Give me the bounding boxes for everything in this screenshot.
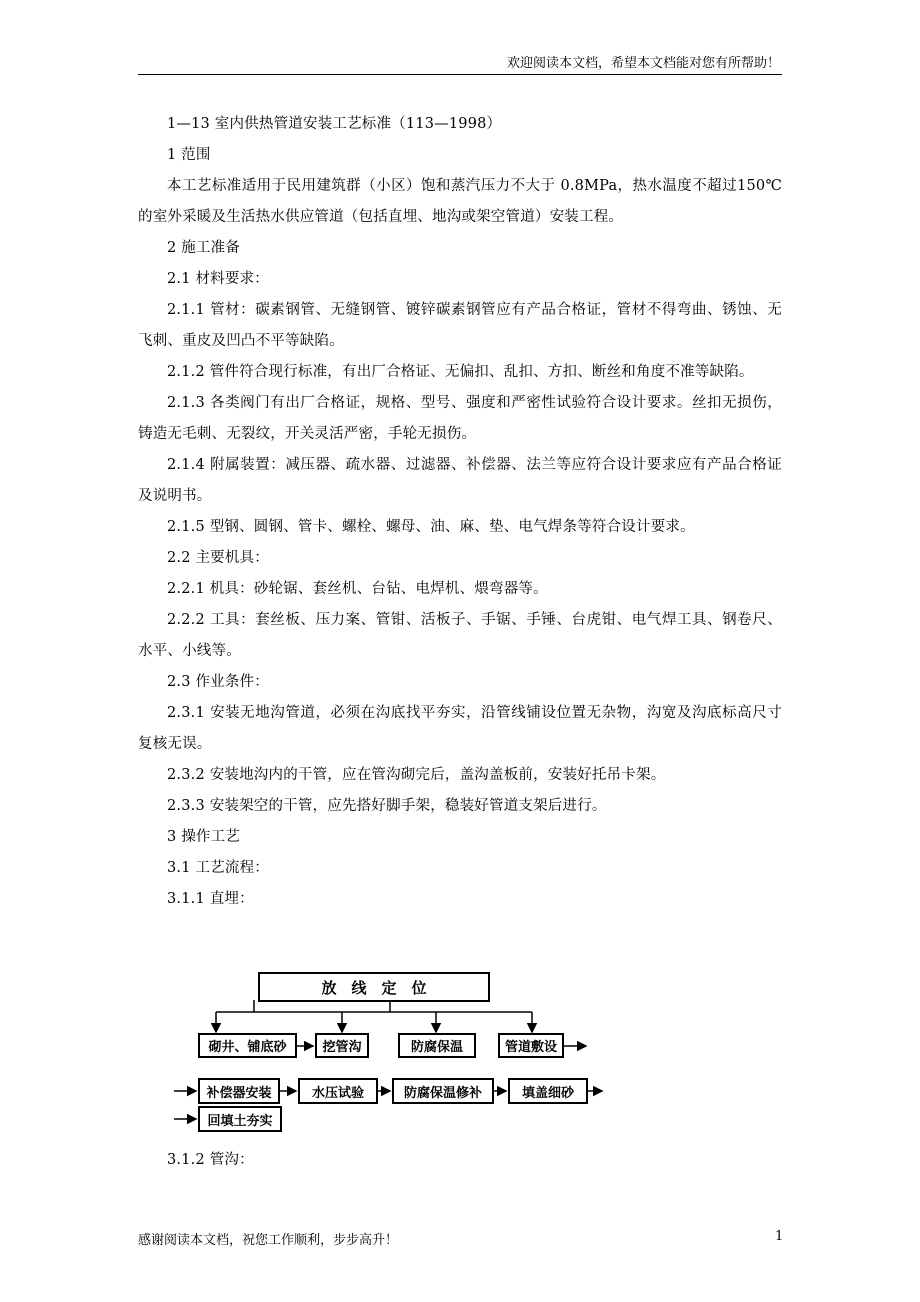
heading-operation: 3 操作工艺 xyxy=(167,829,241,845)
paragraph: 2.1.1 管材：碳素钢管、无缝钢管、镀锌碳素钢管应有产品合格证，管材不得弯曲、锈蚀、无飞刺、重皮及凹凸不平等缺陷。 xyxy=(138,302,782,349)
paragraph: 2.3 作业条件： xyxy=(167,674,269,690)
document-body-continued xyxy=(138,1145,782,1176)
paragraph: 2.1 材料要求： xyxy=(167,271,269,287)
page-number: 1 xyxy=(775,1229,784,1244)
flow-step-build-well: 砌井、铺底砂 xyxy=(198,1033,297,1058)
paragraph: 2.1.5 型钢、圆钢、管卡、螺栓、螺母、油、麻、垫、电气焊条等符合设计要求。 xyxy=(167,519,695,535)
paragraph: 2.2.1 机具：砂轮锯、套丝机、台钻、电焊机、煨弯器等。 xyxy=(167,581,548,597)
paragraph: 3.1.2 管沟： xyxy=(167,1152,254,1168)
paragraph: 2.3.3 安装架空的干管，应先搭好脚手架，稳装好管道支架后进行。 xyxy=(167,798,607,814)
paragraph: 2.3.1 安装无地沟管道，必须在沟底找平夯实，沿管线铺设位置无杂物，沟宽及沟底标高尺寸复核无误。 xyxy=(138,705,782,752)
page-footer: 感谢阅读本文档，祝您工作顺利，步步高升！ xyxy=(138,1233,399,1248)
paragraph: 2.2.2 工具：套丝板、压力案、管钳、活板子、手锯、手锤、台虎钳、电气焊工具、钢卷尺、水平、小线等。 xyxy=(138,612,782,659)
flow-step-setting-out: 放 线 定 位 xyxy=(258,972,490,1002)
paragraph: 3.1 工艺流程： xyxy=(167,860,269,876)
flow-step-anticorrosion: 防腐保温 xyxy=(398,1033,476,1058)
paragraph: 2.2 主要机具： xyxy=(167,550,269,566)
header-rule xyxy=(138,74,782,75)
paragraph: 2.1.2 管件符合现行标准，有出厂合格证、无偏扣、乱扣、方扣、断丝和角度不准等缺陷。 xyxy=(167,364,754,380)
paragraph: 2.3.2 安装地沟内的干管，应在管沟砌完后，盖沟盖板前，安装好托吊卡架。 xyxy=(167,767,666,783)
heading-preparation: 2 施工准备 xyxy=(167,240,241,256)
flow-step-dig-trench: 挖管沟 xyxy=(315,1033,369,1058)
heading-scope: 1 范围 xyxy=(167,147,211,163)
flow-step-compensator: 补偿器安装 xyxy=(198,1078,280,1104)
paragraph: 本工艺标准适用于民用建筑群（小区）饱和蒸汽压力不大于 0.8MPa，热水温度不超过150℃的室外采暖及生活热水供应管道（包括直埋、地沟或架空管道）安装工程。 xyxy=(138,178,782,225)
flow-step-lay-pipe: 管道敷设 xyxy=(498,1033,564,1058)
flow-step-fill-sand: 填盖细砂 xyxy=(508,1078,588,1104)
paragraph: 2.1.4 附属装置：减压器、疏水器、过滤器、补偿器、法兰等应符合设计要求应有产品合格证及说明书。 xyxy=(138,457,782,504)
flow-step-pressure-test: 水压试验 xyxy=(298,1078,378,1104)
flow-step-repair-insulation: 防腐保温修补 xyxy=(392,1078,494,1104)
document-body xyxy=(138,109,782,915)
flow-step-backfill: 回填土夯实 xyxy=(198,1106,282,1132)
paragraph: 2.1.3 各类阀门有出厂合格证，规格、型号、强度和严密性试验符合设计要求。丝扣无损伤，铸造无毛刺、无裂纹，开关灵活严密，手轮无损伤。 xyxy=(138,395,782,442)
process-flowchart xyxy=(170,966,610,1134)
section-title: 1—13 室内供热管道安装工艺标准（113—1998） xyxy=(167,116,502,132)
paragraph: 3.1.1 直埋： xyxy=(167,891,254,907)
page-header: 欢迎阅读本文档，希望本文档能对您有所帮助！ xyxy=(506,56,780,71)
